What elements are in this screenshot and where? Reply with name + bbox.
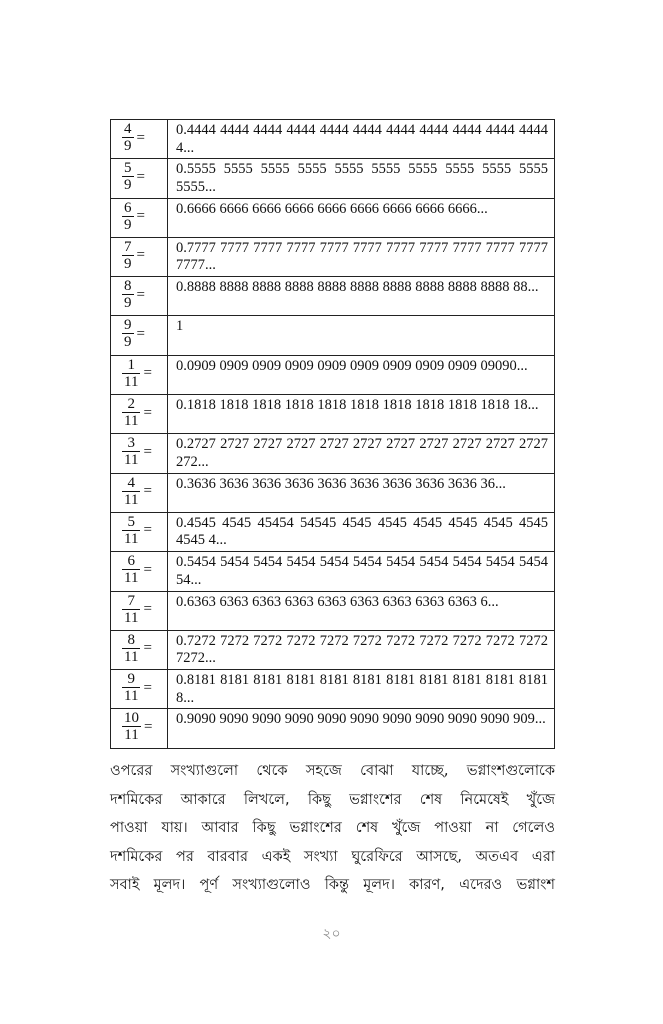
decimal-value-cell: 0.4444 4444 4444 4444 4444 4444 4444 4444 4444 4444 4444 4...	[168, 120, 555, 159]
fraction-decimal-table	[110, 119, 555, 749]
decimal-value-cell: 0.4545 4545 45454 54545 4545 4545 4545 4545 4545 4545 4545 4...	[168, 512, 555, 551]
decimal-value-cell: 0.7272 7272 7272 7272 7272 7272 7272 7272 7272 7272 7272 7272...	[168, 630, 555, 669]
fraction	[111, 513, 167, 547]
decimal-value-cell: 0.6363 6363 6363 6363 6363 6363 6363 6363 6363 6...	[168, 591, 555, 630]
equals-sign: =	[136, 168, 145, 185]
decimal-value-cell: 0.0909 0909 0909 0909 0909 0909 0909 0909 0909 09090...	[168, 355, 555, 394]
denominator: 11	[124, 491, 139, 508]
fraction-stack	[122, 200, 134, 233]
denominator: 9	[124, 255, 132, 272]
denominator: 9	[124, 334, 132, 351]
decimal-value-cell: 0.5454 5454 5454 5454 5454 5454 5454 5454 5454 5454 5454 54...	[168, 552, 555, 591]
table-row	[111, 552, 555, 591]
fraction-stack	[122, 396, 140, 429]
equals-sign: =	[143, 679, 152, 696]
fraction	[111, 592, 167, 626]
numerator: 6	[127, 553, 135, 570]
denominator: 9	[124, 177, 132, 194]
fraction-stack	[122, 593, 140, 626]
decimal-value-cell: 0.8181 8181 8181 8181 8181 8181 8181 8181 8181 8181 8181 8...	[168, 670, 555, 709]
equals-sign: =	[136, 286, 145, 303]
decimal-value-cell: 0.3636 3636 3636 3636 3636 3636 3636 3636 3636 36...	[168, 473, 555, 512]
decimal-value-cell: 0.9090 9090 9090 9090 9090 9090 9090 9090 9090 9090 909...	[168, 709, 555, 748]
fraction-cell	[111, 198, 168, 237]
fraction-stack	[122, 317, 134, 350]
fraction	[111, 474, 167, 508]
denominator: 9	[124, 138, 132, 154]
table-row	[111, 434, 555, 473]
fraction	[111, 395, 167, 429]
denominator: 9	[124, 216, 132, 233]
paragraph-line: পাওয়া যায়। আবার কিছু ভগ্নাংশের শেষ খুঁজে পাওয়া না গেলেও	[110, 820, 555, 836]
fraction	[111, 120, 167, 154]
paragraph-line: ওপরের সংখ্যাগুলো থেকে সহজে বোঝা যাচ্ছে, ভগ্নাংশগুলোকে	[110, 763, 555, 779]
decimal-value-cell: 0.7777 7777 7777 7777 7777 7777 7777 7777 7777 7777 7777 7777...	[168, 237, 555, 276]
fraction-stack	[122, 475, 140, 508]
fraction-stack	[122, 239, 134, 272]
fraction-cell	[111, 355, 168, 394]
decimal-value-cell: 0.8888 8888 8888 8888 8888 8888 8888 8888 8888 8888 88...	[168, 277, 555, 316]
fraction-cell	[111, 120, 168, 159]
equals-sign: =	[143, 404, 152, 421]
equals-sign: =	[136, 325, 145, 342]
fraction-cell	[111, 630, 168, 669]
denominator: 9	[124, 295, 132, 312]
denominator: 11	[124, 648, 139, 665]
table-row	[111, 120, 555, 159]
table-row	[111, 277, 555, 316]
numerator: 7	[124, 238, 132, 255]
decimal-value-cell: 0.2727 2727 2727 2727 2727 2727 2727 2727 2727 2727 2727 272...	[168, 434, 555, 473]
equals-sign: =	[144, 718, 153, 735]
numerator: 9	[124, 317, 132, 334]
fraction	[111, 631, 167, 665]
paragraph-line: দশমিকের আকারে লিখলে, কিছু ভগ্নাংশের শেষ নিমেষেই খুঁজে	[110, 791, 555, 808]
numerator: 2	[127, 396, 135, 413]
equals-sign: =	[143, 561, 152, 578]
denominator: 11	[124, 688, 139, 705]
fraction-cell	[111, 709, 168, 748]
fraction-cell	[111, 395, 168, 434]
fraction-cell	[111, 434, 168, 473]
fraction	[111, 199, 167, 233]
numerator: 1	[127, 356, 135, 373]
body-paragraph	[110, 757, 555, 900]
table-row	[111, 630, 555, 669]
fraction	[111, 316, 167, 350]
table-row	[111, 395, 555, 434]
decimal-value-cell: 1	[168, 316, 555, 355]
fraction-stack	[122, 160, 134, 193]
table-row	[111, 591, 555, 630]
fraction-stack	[122, 357, 140, 390]
table-row	[111, 198, 555, 237]
fraction-cell	[111, 512, 168, 551]
equals-sign: =	[136, 247, 145, 264]
table-row	[111, 237, 555, 276]
denominator: 11	[124, 373, 139, 390]
fraction-stack	[122, 632, 140, 665]
table-row	[111, 670, 555, 709]
denominator: 11	[124, 452, 139, 469]
equals-sign: =	[143, 601, 152, 618]
equals-sign: =	[136, 208, 145, 225]
equals-sign: =	[143, 483, 152, 500]
paragraph-line: দশমিকের পর বারবার একই সংখ্যা ঘুরেফিরে আসছে, অতএব এরা	[110, 848, 555, 865]
numerator: 3	[127, 435, 135, 452]
numerator: 7	[127, 592, 135, 609]
decimal-value-cell: 0.6666 6666 6666 6666 6666 6666 6666 6666 6666...	[168, 198, 555, 237]
denominator: 11	[124, 609, 139, 626]
fraction	[111, 238, 167, 272]
fraction-cell	[111, 237, 168, 276]
table-row	[111, 355, 555, 394]
fraction	[111, 552, 167, 586]
numerator: 4	[124, 121, 132, 137]
fraction-cell	[111, 159, 168, 198]
fraction-cell	[111, 473, 168, 512]
denominator: 11	[124, 727, 139, 744]
table-row	[111, 473, 555, 512]
fraction-stack	[122, 278, 134, 311]
fraction	[111, 356, 167, 390]
equals-sign: =	[143, 443, 152, 460]
table-row	[111, 709, 555, 748]
fraction-cell	[111, 316, 168, 355]
fraction	[111, 159, 167, 193]
equals-sign: =	[143, 365, 152, 382]
equals-sign: =	[136, 129, 145, 146]
page-number: ২০	[322, 926, 341, 942]
numerator: 6	[124, 199, 132, 216]
fraction	[111, 434, 167, 468]
table-row	[111, 512, 555, 551]
denominator: 11	[124, 570, 139, 587]
equals-sign: =	[143, 522, 152, 539]
table-row	[111, 159, 555, 198]
numerator: 5	[124, 160, 132, 177]
fraction-cell	[111, 670, 168, 709]
denominator: 11	[124, 530, 139, 547]
fraction-stack	[122, 121, 134, 154]
table-row	[111, 316, 555, 355]
decimal-value-cell: 0.5555 5555 5555 5555 5555 5555 5555 5555 5555 5555 5555...	[168, 159, 555, 198]
numerator: 5	[127, 513, 135, 530]
numerator: 10	[124, 710, 139, 727]
table-body	[111, 120, 555, 749]
paragraph-line: সবাই মূলদ। পূর্ণ সংখ্যাগুলোও কিন্তু মূলদ। কারণ, এদেরও ভগ্নাংশ	[110, 877, 555, 893]
fraction-stack	[122, 553, 140, 586]
fraction-cell	[111, 277, 168, 316]
fraction-cell	[111, 591, 168, 630]
denominator: 11	[124, 413, 139, 430]
fraction-stack	[122, 710, 141, 743]
fraction-stack	[122, 514, 140, 547]
numerator: 9	[127, 671, 135, 688]
numerator: 8	[124, 278, 132, 295]
fraction	[111, 277, 167, 311]
fraction	[111, 670, 167, 704]
fraction-cell	[111, 552, 168, 591]
fraction-stack	[122, 435, 140, 468]
decimal-value-cell: 0.1818 1818 1818 1818 1818 1818 1818 1818 1818 1818 18...	[168, 395, 555, 434]
fraction	[111, 709, 167, 743]
numerator: 8	[127, 631, 135, 648]
numerator: 4	[127, 474, 135, 491]
equals-sign: =	[143, 640, 152, 657]
fraction-stack	[122, 671, 140, 704]
